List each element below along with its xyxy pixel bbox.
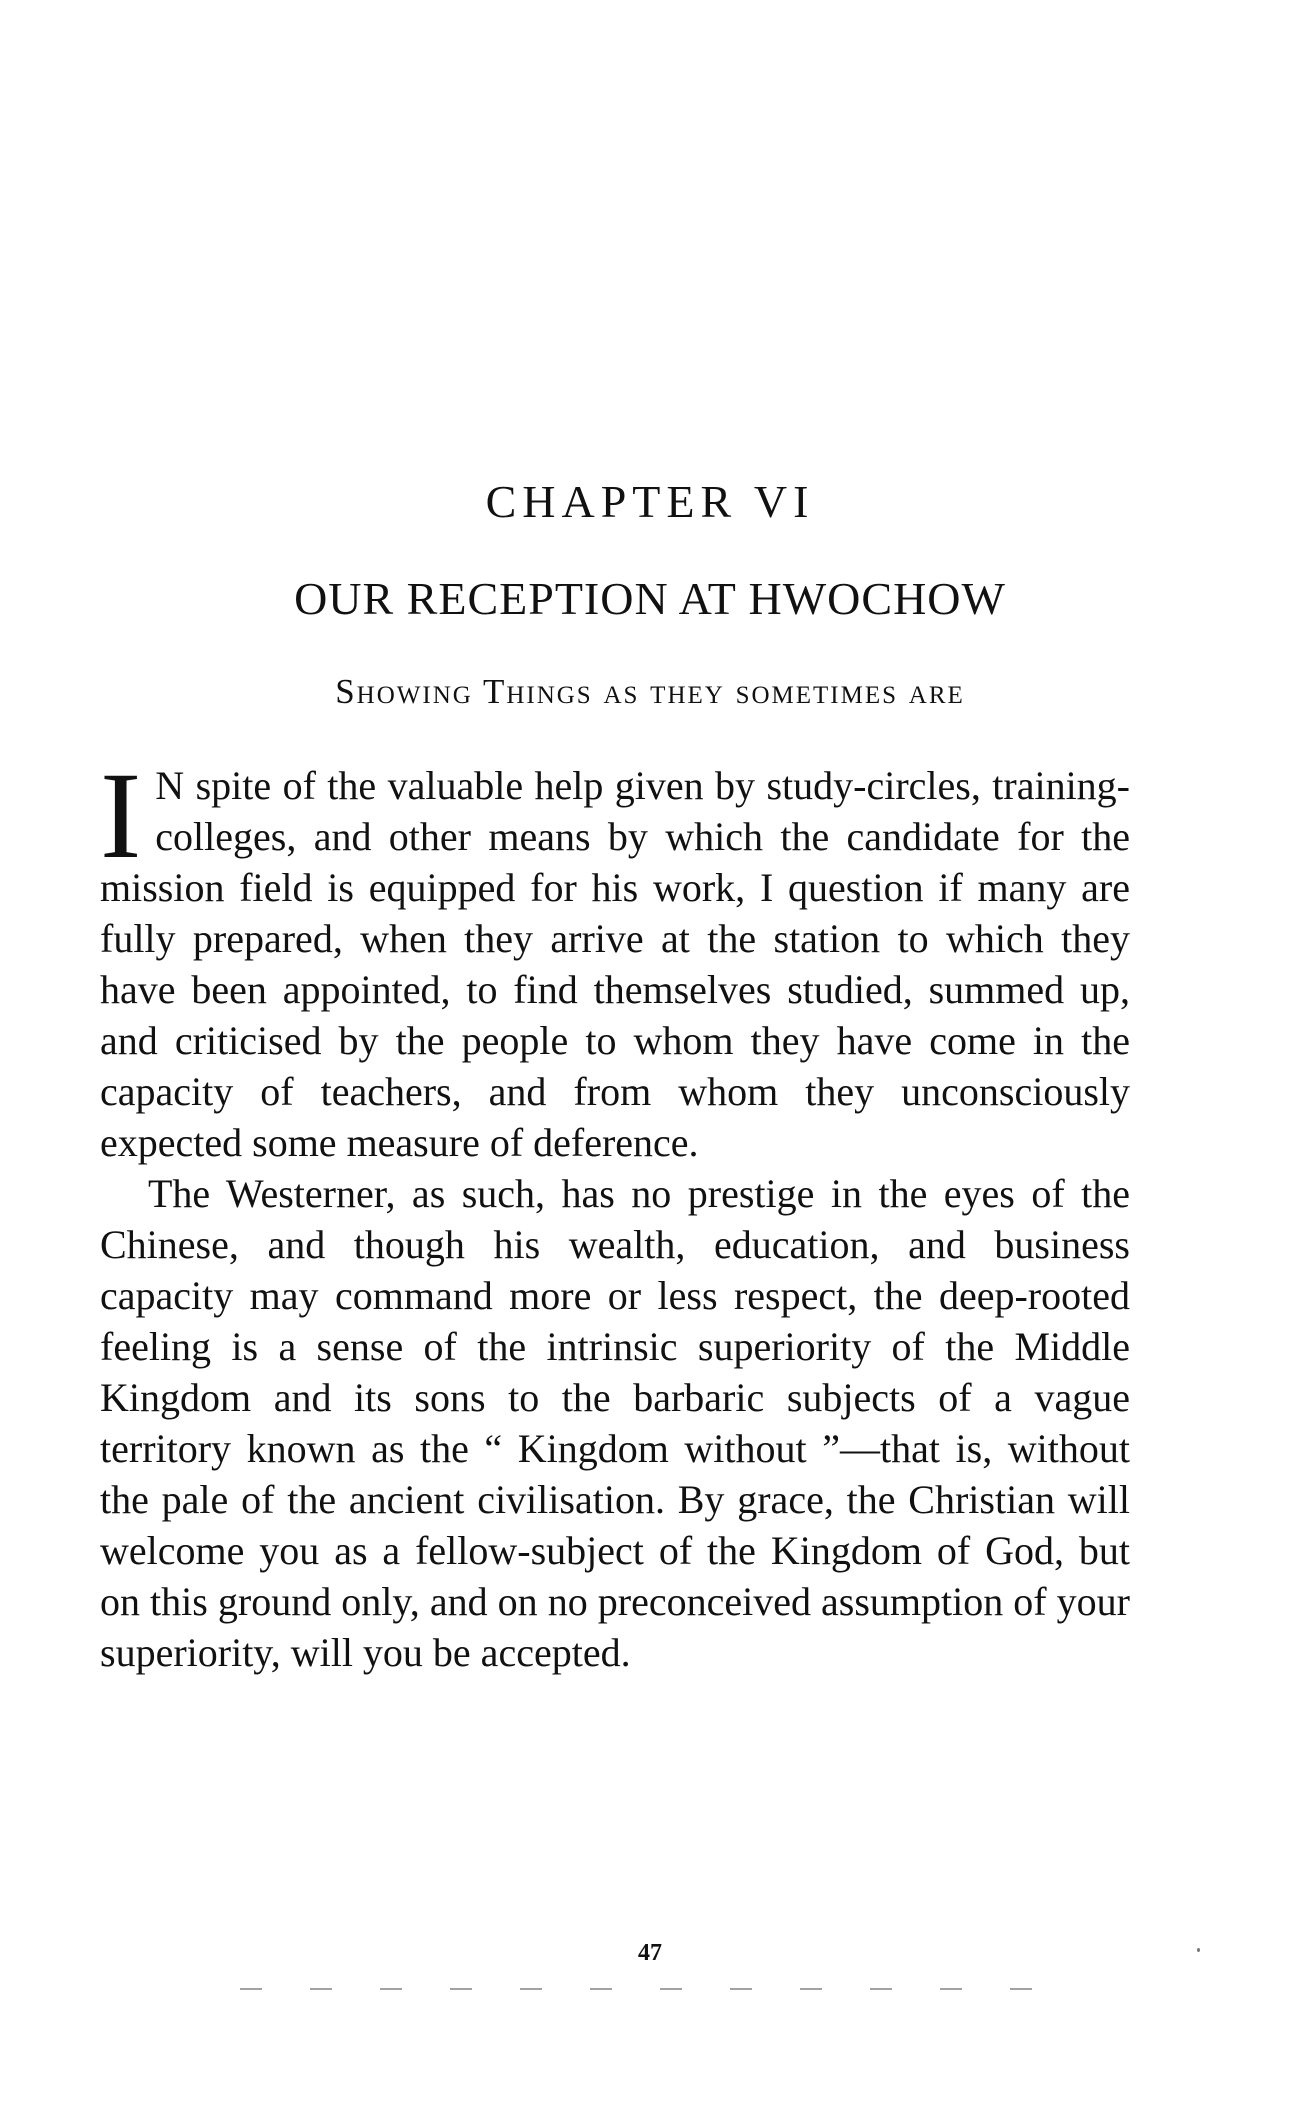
drop-cap: I xyxy=(100,747,142,884)
paragraph-2: The Westerner, as such, has no prestige in the eyes of the Chinese, and though his wealth, education, and business capacity may command more or less respect, the deep-rooted feeling is a sense of the intrinsic superiority of the Middle Kingdom and its sons to the barbaric subjects of a vague territory known as the “ Kingdom without ”—that is, without the pale of the ancient civilisation. By grace, the Christian will welcome you as a fellow-subject of the Kingdom of God, but on this ground only, and on no preconceived assumption of your superiority, will you be accepted. xyxy=(100,1171,1130,1675)
body-text xyxy=(100,747,1130,1678)
paragraph-1 xyxy=(100,747,1130,1168)
paragraph-1-text: N spite of the valuable help given by study-circles, training-colleges, and other means by which the candidate for the mission field is equipped for his work, I question if many are fully prepared, when they arrive at the station to which they have been appointed, to find themselves studied, summed up, and criticised by the people to whom they have come in the capacity of teachers, and from whom they unconsciously expected some measure of deference. xyxy=(100,763,1130,1165)
scan-speck xyxy=(1197,1948,1200,1952)
chapter-subtitle: Showing Things as they sometimes are xyxy=(335,672,965,711)
page-number: 47 xyxy=(638,1940,662,1966)
chapter-number: CHAPTER VI xyxy=(485,476,815,527)
bottom-rule xyxy=(240,1988,1080,1990)
chapter-title: OUR RECEPTION AT HWOCHOW xyxy=(294,573,1006,624)
